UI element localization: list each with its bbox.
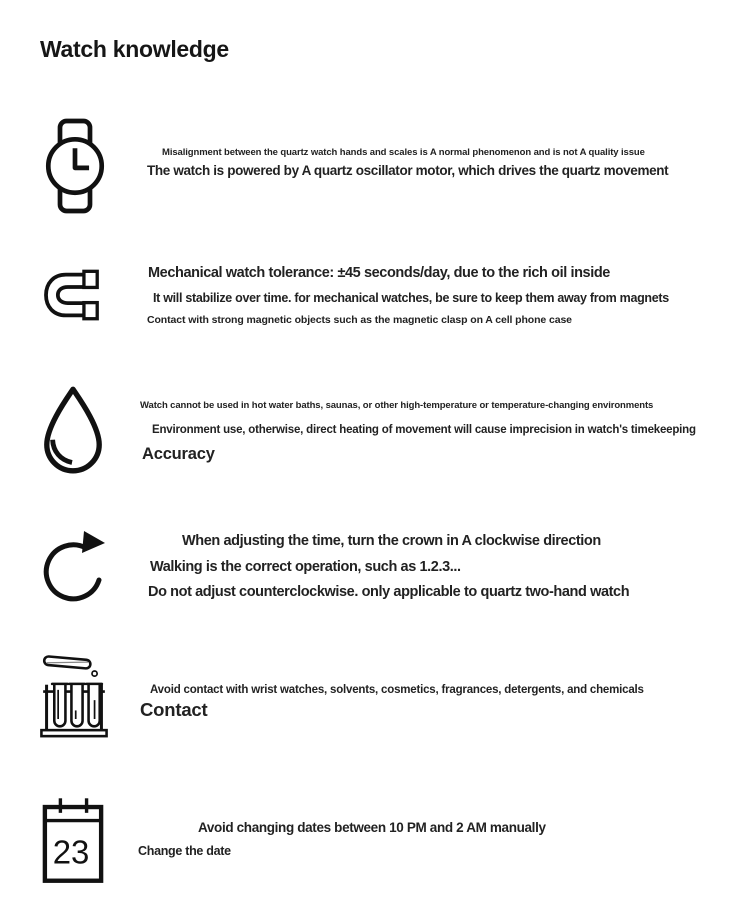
- note-line: Watch cannot be used in hot water baths, saunas, or other high-temperature or temperature-changing environments: [140, 400, 654, 411]
- section-heading: Accuracy: [142, 445, 215, 463]
- section-date-change: [0, 790, 750, 890]
- note-line: Misalignment between the quartz watch hands and scales is A normal phenomenon and is not A quality issue: [162, 147, 645, 158]
- section-time-adjustment: [0, 524, 750, 614]
- note-line: Avoid contact with wrist watches, solvents, cosmetics, fragrances, detergents, and chemicals: [150, 684, 644, 696]
- wristwatch-icon: [45, 115, 105, 217]
- note-line: Change the date: [138, 844, 231, 858]
- note-line: Do not adjust counterclockwise. only applicable to quartz two-hand watch: [148, 584, 630, 600]
- section-chemicals: [0, 642, 750, 747]
- test-tubes-icon: [38, 645, 110, 745]
- note-line: The watch is powered by A quartz oscillator motor, which drives the quartz movement: [147, 163, 669, 178]
- page-title: Watch knowledge: [40, 36, 229, 62]
- magnet-icon: [42, 268, 105, 323]
- note-line: Walking is the correct operation, such as 1.2.3...: [150, 559, 461, 575]
- clockwise-arrow-icon: [42, 528, 108, 610]
- water-drop-icon: [40, 383, 106, 479]
- note-line: It will stabilize over time. for mechanical watches, be sure to keep them away from magnets: [153, 291, 669, 305]
- section-magnetism: [0, 262, 750, 342]
- calendar-day-number: 23: [52, 833, 90, 871]
- calendar-icon: [41, 795, 105, 885]
- note-line: Environment use, otherwise, direct heating of movement will cause imprecision in watch's timekeeping: [152, 424, 696, 436]
- section-quartz-movement: [0, 113, 750, 228]
- note-line: Avoid changing dates between 10 PM and 2 AM manually: [198, 820, 546, 835]
- section-accuracy: [0, 380, 750, 485]
- section-heading: Contact: [140, 699, 208, 720]
- note-line: Contact with strong magnetic objects such as the magnetic clasp on A cell phone case: [147, 314, 572, 326]
- note-line: Mechanical watch tolerance: ±45 seconds/day, due to the rich oil inside: [148, 265, 610, 281]
- note-line: When adjusting the time, turn the crown in A clockwise direction: [182, 533, 601, 549]
